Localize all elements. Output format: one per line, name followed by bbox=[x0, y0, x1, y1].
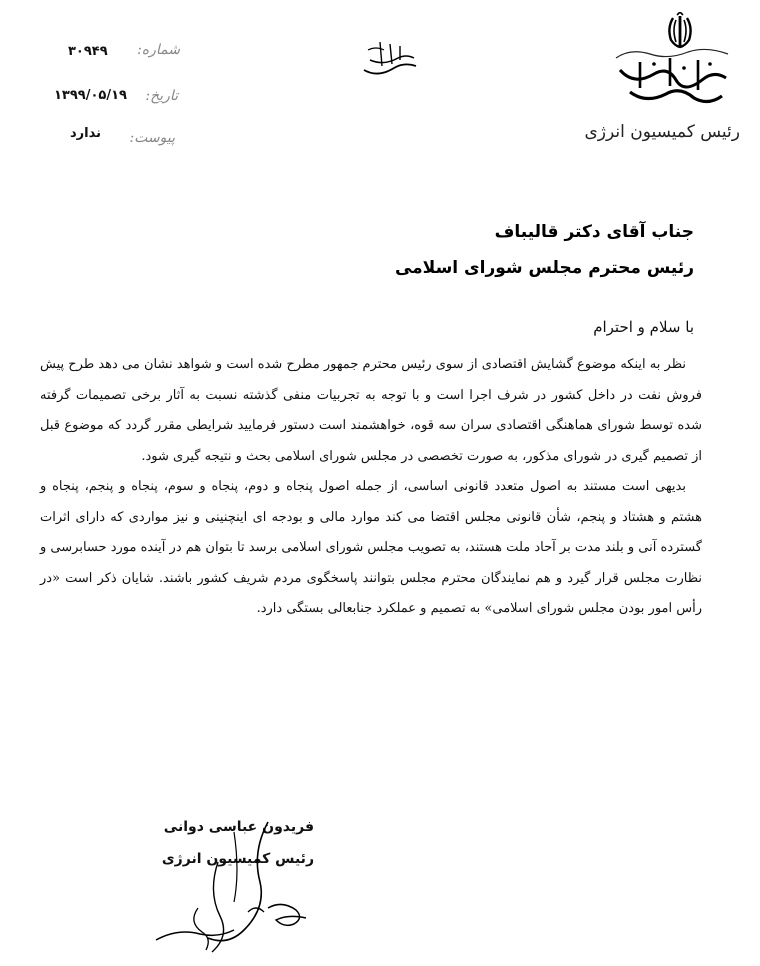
attachment-value: ندارد bbox=[70, 126, 102, 141]
attachment-label: پیوست: bbox=[129, 130, 175, 146]
signer-name: فریدون عباسی دوانی bbox=[163, 819, 314, 835]
committee-title: رئیس کمیسیون انرژی bbox=[584, 122, 740, 142]
body-paragraph-1: نظر به اینکه موضوع گشایش اقتصادی از سوی رئیس محترم جمهور مطرح شده است و شواهد نشان می دهد طرح پیش فروش نفت در داخل کشور در شرف اجرا است و با توجه به تجربیات منفی گذشته نسبت به آثار برخی تصمیمات گرفته شده توسط شورای هماهنگی اقتصادی سران سه قوه، خواهشمند است دستور فرمایید شرایطی مقرر گردد که موضوع قبل از تصمیم گیری در شورای مذکور، به صورت تخصصی در مجلس شورای اسلامی بحث و نتیجه گیری شود. bbox=[40, 357, 702, 464]
signer-title: رئیس کمیسیون انرژی bbox=[161, 851, 314, 867]
addressee-name: جناب آقای دکتر قالیباف bbox=[494, 222, 694, 242]
date-label: تاریخ: bbox=[145, 88, 178, 104]
body-paragraph-2: بدیهی است مستند به اصول متعدد قانونی اساسی، از جمله اصول پنجاه و دوم، پنجاه و سوم، پنجاه و پنجم، پنجاه و هشتم و هشتاد و پنجم، شأن قانونی مجلس اقتضا می کند موارد مالی و بودجه ای اینچنینی و نیز مواردی که دارای اثرات گسترده آنی و بلند مدت بر آحاد ملت هستند، به تصویب مجلس شورای اسلامی برسد تا بتوان هم در آینده مورد حسابرسی و نظارت مجلس قرار گیرد و هم نمایندگان محترم مجلس بتوانند پاسخگوی مردم شریف کشور باشند. شایان ذکر است «در رأس امور بودن مجلس شورای اسلامی» به تصمیم و عملکرد جنابعالی بستگی دارد. bbox=[40, 479, 702, 616]
addressee-title: رئیس محترم مجلس شورای اسلامی bbox=[394, 258, 694, 278]
parliament-logo-icon bbox=[610, 40, 735, 110]
bismillah-calligraphy-icon bbox=[360, 38, 420, 80]
letter-body bbox=[40, 350, 702, 625]
letter-date: ۱۳۹۹/۰۵/۱۹ bbox=[54, 88, 127, 103]
greeting: با سلام و احترام bbox=[593, 318, 694, 336]
letter-number: ۳۰۹۴۹ bbox=[68, 44, 108, 59]
handwritten-signature-icon bbox=[148, 812, 328, 962]
letter-number-label: شماره: bbox=[137, 42, 180, 58]
